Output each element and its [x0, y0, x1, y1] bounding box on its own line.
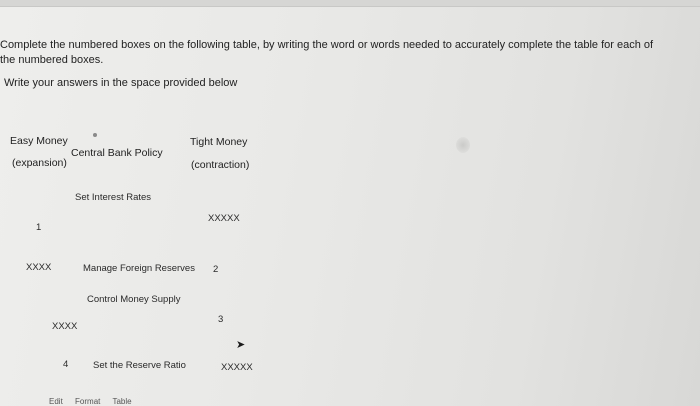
header-expansion: (expansion): [12, 157, 67, 169]
header-central-bank-policy: Central Bank Policy: [71, 147, 163, 159]
screen-smudge: [456, 137, 470, 153]
header-contraction: (contraction): [191, 159, 250, 171]
row4-right: XXXXX: [221, 362, 253, 373]
row1-right: XXXXX: [208, 213, 240, 224]
speck-dot: [93, 133, 97, 137]
toolbar-format-menu[interactable]: Format: [75, 397, 101, 406]
row4-left-box[interactable]: 4: [63, 359, 69, 370]
row3-right-box[interactable]: 3: [218, 314, 224, 325]
mouse-cursor-icon: ➤: [236, 339, 246, 351]
row3-center: Control Money Supply: [87, 294, 181, 305]
row1-center: Set Interest Rates: [75, 192, 152, 203]
header-easy-money: Easy Money: [10, 135, 68, 147]
instructions-text: Complete the numbered boxes on the following table, by writing the word or words needed to accurately complete the table for each of the numbered boxes.: [0, 39, 654, 66]
toolbar-table-menu[interactable]: Table: [112, 397, 132, 406]
row2-left: XXXX: [26, 262, 52, 273]
header-tight-money: Tight Money: [190, 136, 248, 148]
row1-left-box[interactable]: 1: [36, 222, 42, 233]
answers-note: Write your answers in the space provided below: [4, 77, 238, 89]
row3-left: XXXX: [52, 321, 78, 332]
top-edge: [0, 0, 700, 7]
toolbar-edit-menu[interactable]: Edit: [49, 397, 63, 406]
editor-toolbar: [49, 397, 142, 406]
row2-center: Manage Foreign Reserves: [83, 263, 195, 274]
row4-center: Set the Reserve Ratio: [93, 360, 186, 371]
row2-right-box[interactable]: 2: [213, 264, 219, 275]
